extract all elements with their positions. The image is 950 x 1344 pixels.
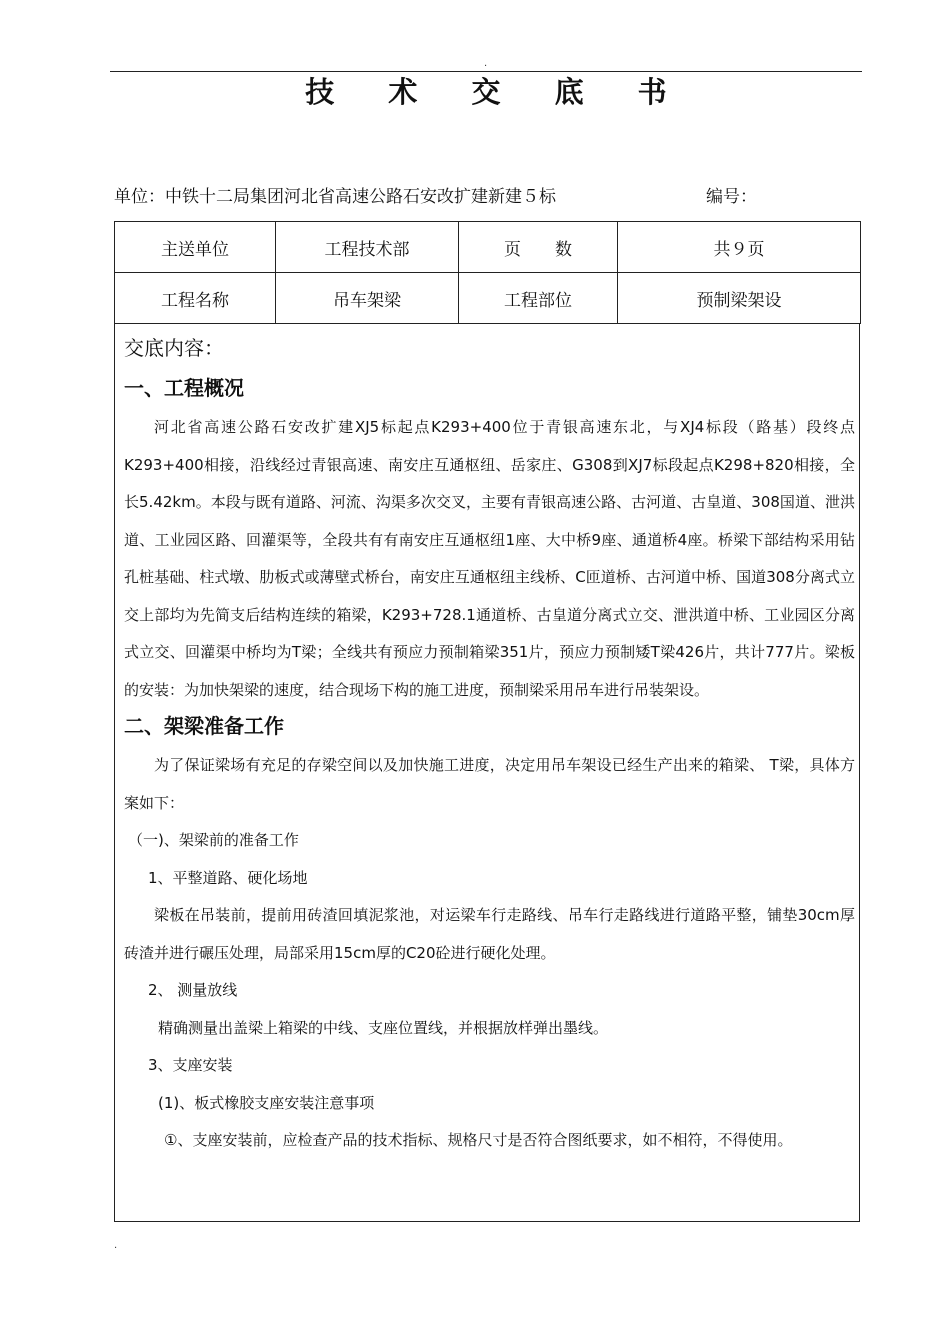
item-title: 2、 测量放线 (148, 981, 238, 999)
table-cell-label: 工程部位 (459, 273, 618, 324)
item-title: 1、平整道路、硬化场地 (148, 868, 308, 887)
serial-number-label: 编号： (706, 187, 757, 207)
item-point: ①、支座安装前，应检查产品的技术指标、规格尺寸是否符合图纸要求，如不相符，不得使用。 (164, 1131, 793, 1149)
table-cell-value: 工程技术部 (276, 222, 459, 273)
table-row (115, 273, 861, 324)
table-cell-label: 主送单位 (115, 222, 276, 273)
table-cell-value: 预制梁架设 (618, 273, 861, 324)
sub-heading: （一)、架梁前的准备工作 (128, 831, 299, 849)
top-marker: . (484, 58, 488, 69)
table-cell-value: 共９页 (618, 222, 861, 273)
overview-paragraph: 河北省高速公路石安改扩建XJ5标起点K293+400位于青银高速东北，与XJ4标段（路基）段终点K293+400相接，沿线经过青银高速、南安庄互通枢纽、岳家庄、G308到XJ7标段起点K298+820相接，全长5.42km。本段与既有道路、河流、沟渠多次交叉，主要有青银高速公路、古河道、古皇道、308国道、泄洪道、工业园区路、回灌渠等，全段共有有南安庄互通枢纽1座、大中桥9座、通道桥4座。桥梁下部结构采用钻孔桩基础、柱式墩、肋板式或薄壁式桥台，南安庄互通枢纽主线桥、C匝道桥、古河道中桥、国道308分离式立交上部均为先简支后结构连续的箱梁，K293+728.1通道桥、古皇道分离式立交、泄洪道中桥、工业园区分离式立交、回灌渠中桥均为T梁；全线共有预应力预制箱梁351片，预应力预制矮T梁426片，共计777片。梁板的安装：为加快架梁的速度，结合现场下构的施工进度，预制梁采用吊车进行吊装架设。 (124, 418, 855, 699)
section-title-preparation: 二、架梁准备工作 (124, 714, 284, 738)
preparation-intro: 为了保证梁场有充足的存梁空间以及加快施工进度，决定用吊车架设已经生产出来的箱梁、 T梁，具体方案如下： (124, 756, 855, 812)
item-text: 精确测量出盖梁上箱梁的中线、支座位置线，并根据放样弹出墨线。 (158, 1018, 609, 1037)
info-table (114, 221, 861, 324)
bottom-marker: . (114, 1240, 118, 1251)
document-title: 技 术 交 底 书 (305, 75, 689, 109)
item-text: 梁板在吊装前，提前用砖渣回填泥浆池，对运梁车行走路线、吊车行走路线进行道路平整，铺垫30cm厚砖渣并进行碾压处理，局部采用15cm厚的C20砼进行硬化处理。 (124, 906, 855, 962)
table-cell-label: 工程名称 (115, 273, 276, 324)
section-title-overview: 一、工程概况 (124, 376, 244, 400)
item-sub-heading: (1)、板式橡胶支座安装注意事项 (158, 1093, 375, 1112)
table-cell-value: 吊车架梁 (276, 273, 459, 324)
table-row (115, 222, 861, 273)
content-box (114, 323, 860, 1222)
unit-line: 单位：中铁十二局集团河北省高速公路石安改扩建新建５标 (114, 187, 556, 207)
item-title: 3、支座安装 (148, 1056, 233, 1074)
content-heading: 交底内容： (124, 336, 224, 360)
table-cell-label: 页 数 (459, 222, 618, 273)
